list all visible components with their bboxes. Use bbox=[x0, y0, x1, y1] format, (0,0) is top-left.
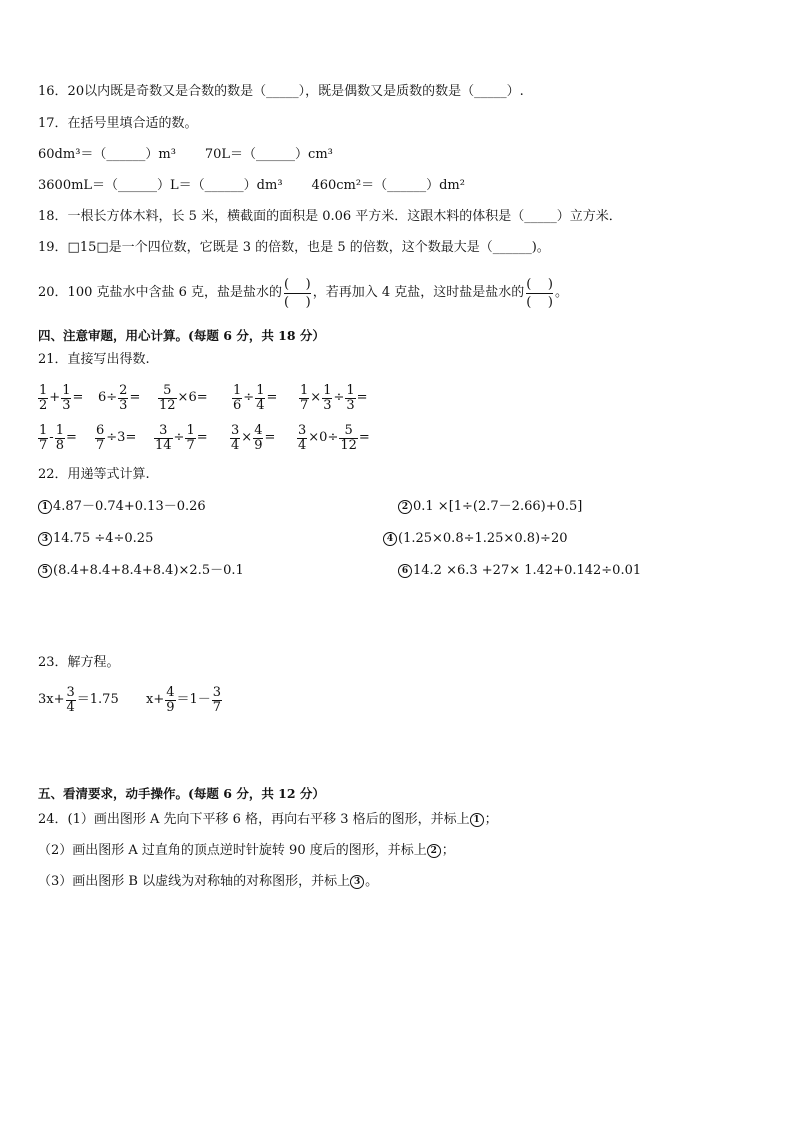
expression: 4.87－0.74+0.13－0.26 bbox=[53, 499, 206, 514]
denominator: 7 bbox=[300, 397, 309, 413]
denominator: 7 bbox=[96, 437, 105, 453]
rhs: ＝1－ bbox=[176, 692, 211, 707]
denominator: 6 bbox=[233, 397, 242, 413]
numerator: 5 bbox=[344, 422, 353, 438]
numerator: 3 bbox=[159, 422, 168, 438]
operator: ÷ bbox=[243, 390, 255, 405]
punct: ； bbox=[484, 812, 498, 827]
circled-number: 1 bbox=[38, 500, 52, 514]
q22-item-3 bbox=[38, 530, 153, 548]
denominator: 3 bbox=[119, 397, 128, 413]
q20-part3: 。 bbox=[554, 285, 568, 300]
numerator: 4 bbox=[166, 684, 175, 700]
circled-number: 5 bbox=[38, 564, 52, 578]
operator: ÷ bbox=[333, 390, 345, 405]
lhs: 3x+ bbox=[38, 692, 65, 707]
q21-expr-r2-3 bbox=[153, 420, 208, 456]
denominator: 3 bbox=[62, 397, 71, 413]
q21-expr-r2-2 bbox=[94, 420, 136, 456]
q21-expr-r1-4 bbox=[231, 380, 277, 416]
lhs: x+ bbox=[146, 692, 165, 707]
numerator: 1 bbox=[323, 382, 332, 398]
question-23-title: 23．解方程。 bbox=[38, 655, 120, 670]
numerator: 3 bbox=[212, 684, 222, 700]
instruction: 24．(1）画出图形 A 先向下平移 6 格，再向右平移 3 格后的图形，并标上 bbox=[38, 812, 470, 827]
section-5-heading: 五、看清要求，动手操作。(每题 6 分，共 12 分） bbox=[38, 786, 325, 801]
denominator: 3 bbox=[346, 397, 355, 413]
equals: = bbox=[266, 390, 278, 405]
denominator: 8 bbox=[55, 437, 64, 453]
question-17-title: 17．在括号里填合适的数。 bbox=[38, 116, 198, 131]
blank: ( ) bbox=[526, 276, 553, 292]
rhs: ＝1.75 bbox=[76, 692, 119, 707]
equals: = bbox=[356, 390, 368, 405]
numerator: 1 bbox=[233, 382, 242, 398]
operator: ÷ bbox=[173, 430, 185, 445]
tail: ÷3= bbox=[106, 430, 137, 445]
numerator: 1 bbox=[55, 422, 64, 438]
question-21-title: 21．直接写出得数. bbox=[38, 352, 150, 367]
question-24-line-2 bbox=[38, 842, 455, 860]
question-19: 19．□15□是一个四位数，它既是 3 的倍数，也是 5 的倍数，这个数最大是（______)。 bbox=[38, 240, 550, 255]
question-17-line2: 3600mL＝（______）L＝（______）dm³ 460cm²＝（______）dm² bbox=[38, 178, 465, 193]
equals: = bbox=[129, 390, 141, 405]
denominator: 4 bbox=[298, 437, 307, 453]
denominator: 3 bbox=[323, 397, 332, 413]
q21-expr-r1-5 bbox=[298, 380, 368, 416]
denominator: 12 bbox=[159, 397, 176, 413]
q22-item-1 bbox=[38, 498, 206, 516]
expression: 14.75 ÷4÷0.25 bbox=[53, 531, 154, 546]
q22-item-5 bbox=[38, 562, 244, 580]
question-16: 16．20以内既是奇数又是合数的数是（_____），既是偶数又是质数的数是（_____）. bbox=[38, 84, 524, 99]
equals: = bbox=[264, 430, 276, 445]
operator: + bbox=[49, 390, 61, 405]
q22-item-2 bbox=[398, 498, 582, 516]
circled-number: 1 bbox=[470, 813, 484, 827]
instruction: （2）画出图形 A 过直角的顶点逆时针旋转 90 度后的图形，并标上 bbox=[38, 843, 427, 858]
q21-expr-r1-1 bbox=[37, 380, 83, 416]
numerator: 6 bbox=[96, 422, 105, 438]
numerator: 1 bbox=[186, 422, 195, 438]
expression: 14.2 ×6.3 +27× 1.42+0.142÷0.01 bbox=[413, 563, 642, 578]
instruction: （3）画出图形 B 以虚线为对称轴的对称图形，并标上 bbox=[38, 874, 351, 889]
circled-number: 2 bbox=[427, 844, 441, 858]
question-24-line-1 bbox=[38, 811, 498, 829]
numerator: 3 bbox=[66, 684, 75, 700]
punct: ； bbox=[441, 843, 455, 858]
numerator: 1 bbox=[62, 382, 71, 398]
blank: ( ) bbox=[284, 276, 311, 292]
question-18: 18．一根长方体木料，长 5 米，横截面的面积是 0.06 平方米．这跟木料的体积是（_____）立方米． bbox=[38, 209, 622, 224]
numerator: 3 bbox=[231, 422, 240, 438]
question-22-title: 22．用递等式计算. bbox=[38, 467, 150, 482]
circled-number: 3 bbox=[38, 532, 52, 546]
denominator: 4 bbox=[231, 437, 240, 453]
q23-equation-2 bbox=[146, 682, 223, 718]
circled-number: 3 bbox=[350, 875, 364, 889]
denominator: 12 bbox=[340, 437, 357, 453]
tail: ×6= bbox=[177, 390, 208, 405]
denominator: 7 bbox=[186, 437, 195, 453]
question-17-line1: 60dm³＝（______）m³ 70L＝（______）cm³ bbox=[38, 147, 333, 162]
numerator: 2 bbox=[119, 382, 128, 398]
q21-expr-r1-3 bbox=[157, 380, 208, 416]
operand: 6÷ bbox=[98, 390, 118, 405]
numerator: 1 bbox=[300, 382, 309, 398]
equals: = bbox=[196, 430, 208, 445]
numerator: 1 bbox=[39, 382, 48, 398]
expression: (8.4+8.4+8.4+8.4)×2.5－0.1 bbox=[53, 563, 244, 578]
denominator: 2 bbox=[39, 397, 48, 413]
denominator: 7 bbox=[212, 699, 222, 715]
equals: = bbox=[358, 430, 370, 445]
numerator: 1 bbox=[256, 382, 265, 398]
blank: ( ) bbox=[284, 294, 311, 310]
equals: = bbox=[65, 430, 77, 445]
denominator: 9 bbox=[166, 699, 175, 715]
equals: = bbox=[72, 390, 84, 405]
q22-item-4 bbox=[383, 530, 568, 548]
denominator: 7 bbox=[39, 437, 48, 453]
section-4-heading: 四、注意审题，用心计算。(每题 6 分，共 18 分） bbox=[38, 328, 325, 343]
numerator: 1 bbox=[346, 382, 355, 398]
blank: ( ) bbox=[526, 294, 553, 310]
punct: 。 bbox=[365, 874, 379, 889]
operator: × bbox=[241, 430, 253, 445]
q20-blank-fraction-1 bbox=[284, 276, 311, 311]
denominator: 14 bbox=[155, 437, 172, 453]
expression: 0.1 ×[1÷(2.7－2.66)+0.5] bbox=[413, 499, 583, 514]
denominator: 4 bbox=[256, 397, 265, 413]
q21-expr-r2-1 bbox=[37, 420, 77, 456]
circled-number: 2 bbox=[398, 500, 412, 514]
numerator: 4 bbox=[254, 422, 263, 438]
question-20 bbox=[38, 270, 568, 316]
q20-part2: ，若再加入 4 克盐，这时盐是盐水的 bbox=[312, 285, 525, 300]
circled-number: 4 bbox=[383, 532, 397, 546]
operator: ×0÷ bbox=[308, 430, 339, 445]
question-24-line-3 bbox=[38, 873, 378, 891]
q22-item-6 bbox=[398, 562, 641, 580]
numerator: 5 bbox=[163, 382, 172, 398]
denominator: 4 bbox=[66, 699, 75, 715]
operator: × bbox=[310, 390, 322, 405]
operator: - bbox=[49, 430, 54, 445]
q20-part1: 20．100 克盐水中含盐 6 克，盐是盐水的 bbox=[38, 285, 283, 300]
q21-expr-r2-5 bbox=[296, 420, 370, 456]
circled-number: 6 bbox=[398, 564, 412, 578]
q21-expr-r2-4 bbox=[229, 420, 275, 456]
q20-blank-fraction-2 bbox=[526, 276, 553, 311]
numerator: 1 bbox=[39, 422, 48, 438]
denominator: 9 bbox=[254, 437, 263, 453]
numerator: 3 bbox=[298, 422, 307, 438]
expression: (1.25×0.8÷1.25×0.8)÷20 bbox=[398, 531, 568, 546]
q23-equation-1 bbox=[38, 682, 119, 718]
q21-expr-r1-2 bbox=[98, 380, 140, 416]
